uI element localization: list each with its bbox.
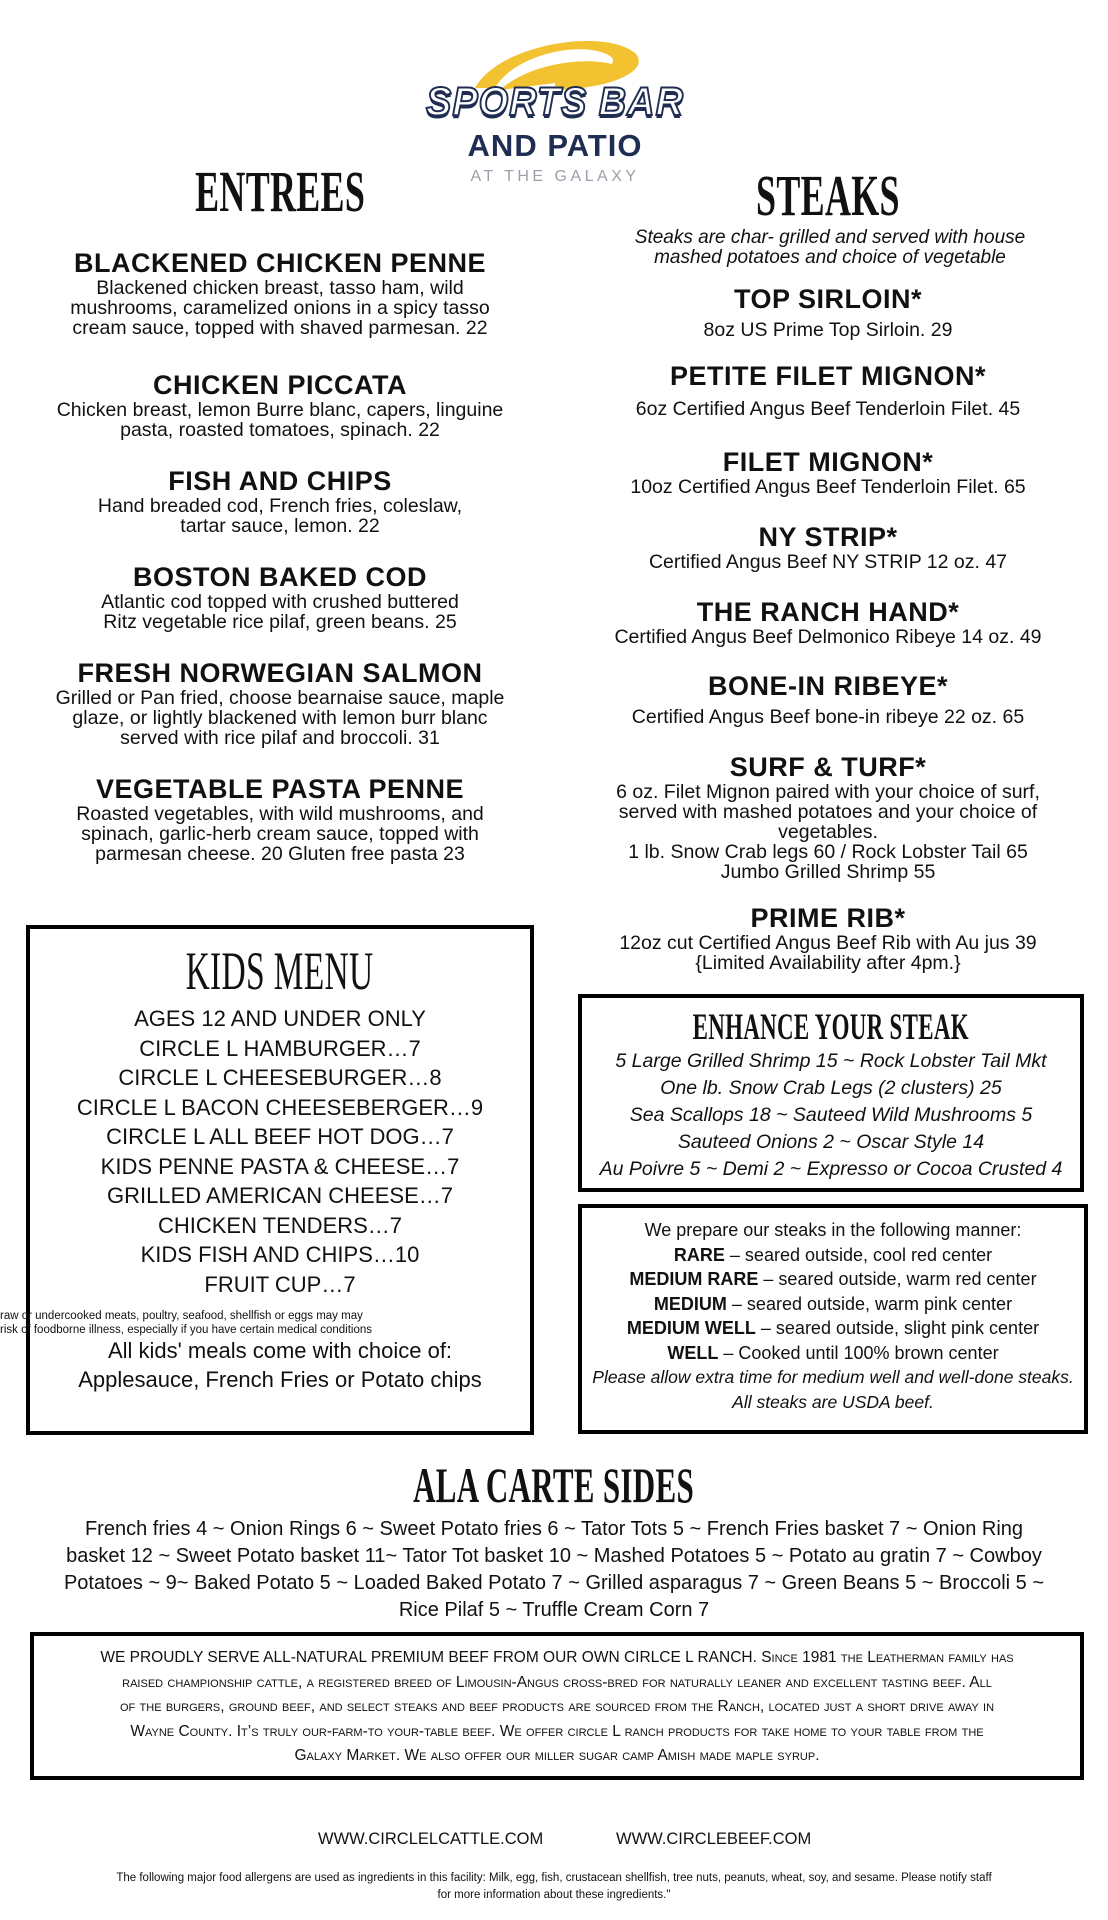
enhance-heading: ENHANCE YOUR STEAK bbox=[692, 1007, 970, 1048]
sides-list bbox=[20, 1516, 1088, 1624]
entree-name: BOSTON BAKED COD bbox=[132, 562, 428, 592]
steak-desc: Certified Angus Beef bone-in ribeye 22 oz. 65 bbox=[631, 706, 1025, 728]
entree-name: FRESH NORWEGIAN SALMON bbox=[77, 658, 483, 688]
steak-item bbox=[578, 447, 1078, 497]
consumer-warning bbox=[0, 1309, 372, 1337]
steak-desc: 10oz Certified Angus Beef Tenderloin Filet. 65 bbox=[630, 476, 1026, 498]
enhance-heading-wrap bbox=[578, 1006, 1084, 1046]
warning-line: raw or undercooked meats, poultry, seafood, shellfish or eggs may may bbox=[0, 1310, 363, 1322]
steak-item bbox=[578, 752, 1078, 882]
entree-name: VEGETABLE PASTA PENNE bbox=[95, 774, 465, 804]
prep-term: MEDIUM bbox=[653, 1293, 727, 1314]
sides-line: basket 12 ~ Sweet Potato basket 11~ Tator Tot basket 10 ~ Mashed Potatoes 5 ~ Potato au gratin 7 ~ Cowboy bbox=[66, 1545, 1042, 1567]
steak-name: THE RANCH HAND* bbox=[696, 597, 960, 627]
enhance-list bbox=[578, 1048, 1084, 1183]
prep-desc: – seared outside, slight pink center bbox=[755, 1318, 1040, 1338]
kids-menu-item: CIRCLE L ALL BEEF HOT DOG…7 bbox=[106, 1124, 454, 1149]
entree-item bbox=[30, 466, 530, 536]
steak-name: SURF & TURF* bbox=[729, 752, 927, 782]
prep-level bbox=[578, 1316, 1088, 1341]
entree-name: BLACKENED CHICKEN PENNE bbox=[73, 248, 487, 278]
beef-note-line: of the burgers, ground beef, and select steaks and beef products are sourced from the Ranch, located just a short drive away in bbox=[119, 1698, 995, 1715]
entree-desc: Blackened chicken breast, tasso ham, wild mushrooms, caramelized onions in a spicy tasso cream sauce, topped with shaved parmesan. 22 bbox=[70, 277, 490, 339]
beef-note bbox=[34, 1646, 1080, 1769]
sides-line: Potatoes ~ 9~ Baked Potato 5 ~ Loaded Baked Potato 7 ~ Grilled asparagus 7 ~ Green Beans 5 ~ Broccoli 5 ~ bbox=[63, 1572, 1045, 1594]
kids-menu-list bbox=[26, 1004, 534, 1299]
kids-menu-item: CIRCLE L CHEESEBURGER…8 bbox=[118, 1065, 442, 1090]
steaks-intro: Steaks are char- grilled and served with house mashed potatoes and choice of vegetable bbox=[634, 227, 1026, 268]
kids-heading: KIDS MENU bbox=[186, 941, 374, 1001]
prep-term: RARE bbox=[673, 1244, 725, 1265]
enhance-line: Au Poivre 5 ~ Demi 2 ~ Expresso or Cocoa Crusted 4 bbox=[599, 1158, 1063, 1180]
steak-desc: 6 oz. Filet Mignon paired with your choice of surf, served with mashed potatoes and your choice of vegetables. bbox=[616, 781, 1040, 843]
steak-desc: 6oz Certified Angus Beef Tenderloin Filet. 45 bbox=[635, 398, 1021, 420]
beef-note-line: raised championship cattle, a registered breed of Limousin-Angus cross-bred for naturally leaner and excellent tasting beef. All bbox=[122, 1673, 992, 1691]
allergen-notice bbox=[20, 1870, 1088, 1904]
entree-item bbox=[30, 774, 530, 864]
steak-desc: Certified Angus Beef NY STRIP 12 oz. 47 bbox=[648, 551, 1008, 573]
entree-desc: Atlantic cod topped with crushed buttered Ritz vegetable rice pilaf, green beans. 25 bbox=[101, 591, 459, 633]
steak-name: PRIME RIB* bbox=[750, 903, 906, 933]
beef-note-line: Galaxy Market. We also offer our miller sugar camp Amish made maple syrup. bbox=[294, 1747, 820, 1764]
entree-desc: Grilled or Pan fried, choose bearnaise sauce, maple glaze, or lightly blackened with lemon burr blanc served with rice pilaf and broccoli. 31 bbox=[55, 687, 505, 749]
entree-desc: Hand breaded cod, French fries, coleslaw, tartar sauce, lemon. 22 bbox=[97, 495, 463, 537]
sides-line: French fries 4 ~ Onion Rings 6 ~ Sweet Potato fries 6 ~ Tator Tots 5 ~ French Fries basket 7 ~ Onion Ring bbox=[84, 1518, 1024, 1540]
enhance-line: 5 Large Grilled Shrimp 15 ~ Rock Lobster Tail Mkt bbox=[615, 1050, 1047, 1072]
entrees-heading: ENTREES bbox=[194, 159, 366, 224]
preparation-list bbox=[578, 1218, 1088, 1414]
allergen-line: The following major food allergens are used as ingredients in this facility: Milk, egg, fish, crustacean shellfish, tree nuts, peanuts, wheat, soy, and sesame. Please notify staff bbox=[116, 1872, 992, 1884]
steak-desc: 8oz US Prime Top Sirloin. 29 bbox=[703, 319, 953, 341]
entree-name: FISH AND CHIPS bbox=[168, 466, 392, 496]
entree-item bbox=[30, 562, 530, 632]
entree-item bbox=[30, 248, 530, 338]
steak-name: NY STRIP* bbox=[758, 522, 898, 552]
entree-name: CHICKEN PICCATA bbox=[153, 370, 407, 400]
sides-heading-wrap bbox=[0, 1456, 1108, 1513]
prep-desc: – seared outside, cool red center bbox=[724, 1244, 993, 1265]
kids-menu-item: FRUIT CUP…7 bbox=[204, 1271, 356, 1297]
prep-intro: We prepare our steaks in the following manner: bbox=[644, 1220, 1022, 1240]
steak-desc: Certified Angus Beef Delmonico Ribeye 14 oz. 49 bbox=[614, 626, 1042, 648]
prep-level bbox=[578, 1243, 1088, 1268]
entree-item bbox=[30, 370, 530, 440]
steak-name: BONE-IN RIBEYE* bbox=[707, 671, 949, 701]
prep-term: WELL bbox=[667, 1342, 719, 1363]
prep-level bbox=[578, 1292, 1088, 1317]
steak-item bbox=[578, 903, 1078, 973]
steak-desc: 12oz cut Certified Angus Beef Rib with Au jus 39 bbox=[619, 932, 1037, 954]
prep-note: All steaks are USDA beef. bbox=[732, 1391, 934, 1412]
sides-line: Rice Pilaf 5 ~ Truffle Cream Corn 7 bbox=[398, 1599, 710, 1621]
kids-choice-line: Applesauce, French Fries or Potato chips bbox=[78, 1367, 482, 1392]
kids-menu-item: CHICKEN TENDERS…7 bbox=[157, 1212, 403, 1238]
prep-term: MEDIUM WELL bbox=[626, 1318, 756, 1338]
kids-choice-line: All kids' meals come with choice of: bbox=[107, 1338, 453, 1363]
prep-desc: – seared outside, warm red center bbox=[758, 1269, 1037, 1289]
kids-menu-item: KIDS PENNE PASTA & CHEESE…7 bbox=[100, 1153, 460, 1179]
entree-item bbox=[30, 658, 530, 748]
kids-heading-wrap bbox=[26, 940, 534, 1000]
steak-desc-extra: {Limited Availability after 4pm.} bbox=[695, 952, 961, 974]
prep-level bbox=[578, 1267, 1088, 1292]
prep-note: Please allow extra time for medium well and well-done steaks. bbox=[592, 1367, 1074, 1387]
beef-website-link[interactable]: WWW.CIRCLEBEEF.COM bbox=[616, 1830, 812, 1848]
cattle-website-link[interactable]: WWW.CIRCLELCATTLE.COM bbox=[318, 1830, 544, 1848]
kids-menu-item: CIRCLE L BACON CHEESEBERGER…9 bbox=[76, 1094, 484, 1120]
sides-heading: ALA CARTE SIDES bbox=[413, 1457, 695, 1513]
steaks-heading-wrap bbox=[578, 162, 1078, 228]
kids-menu-item: GRILLED AMERICAN CHEESE…7 bbox=[107, 1183, 453, 1208]
steak-desc-extra: 1 lb. Snow Crab legs 60 / Rock Lobster Tail 65 bbox=[628, 841, 1028, 863]
steaks-heading: STEAKS bbox=[756, 163, 900, 228]
steak-name: FILET MIGNON* bbox=[722, 447, 934, 477]
allergen-line: for more information about these ingredients." bbox=[437, 1889, 671, 1901]
steak-name: TOP SIRLOIN* bbox=[733, 284, 923, 314]
steak-desc-extra: Jumbo Grilled Shrimp 55 bbox=[720, 861, 936, 883]
steak-item bbox=[578, 597, 1078, 647]
steak-item bbox=[578, 284, 1078, 340]
steak-item bbox=[578, 361, 1078, 419]
steak-name: PETITE FILET MIGNON* bbox=[669, 361, 986, 391]
prep-level bbox=[578, 1341, 1088, 1366]
entree-desc: Roasted vegetables, with wild mushrooms, and spinach, garlic-herb cream sauce, topped with parmesan cheese. 20 Gluten free pasta 23 bbox=[76, 803, 484, 865]
kids-menu-item: CIRCLE L HAMBURGER…7 bbox=[139, 1035, 421, 1061]
enhance-line: Sauteed Onions 2 ~ Oscar Style 14 bbox=[677, 1131, 985, 1153]
logo-line3: AT THE GALAXY bbox=[470, 168, 640, 185]
beef-note-line: Wayne County. It’s truly our-farm-to your-table beef. We offer circle L ranch products for take home to your table from the bbox=[130, 1722, 984, 1740]
kids-menu-item: AGES 12 AND UNDER ONLY bbox=[134, 1006, 426, 1031]
prep-desc: – Cooked until 100% brown center bbox=[718, 1342, 999, 1363]
logo-line2: AND PATIO bbox=[467, 128, 643, 163]
steak-item bbox=[578, 671, 1078, 727]
kids-menu-item: KIDS FISH AND CHIPS…10 bbox=[140, 1242, 420, 1267]
enhance-line: One lb. Snow Crab Legs (2 clusters) 25 bbox=[660, 1077, 1002, 1099]
prep-term: MEDIUM RARE bbox=[629, 1269, 759, 1289]
beef-note-line: WE PROUDLY SERVE ALL-NATURAL PREMIUM BEEF FROM OUR OWN CIRLCE L RANCH. Since 1981 the Leatherman family has bbox=[100, 1649, 1014, 1666]
kids-choice bbox=[26, 1336, 534, 1394]
entree-desc: Chicken breast, lemon Burre blanc, capers, linguine pasta, roasted tomatoes, spinach. 22 bbox=[56, 399, 504, 441]
warning-line: risk of foodborne illness, especially if you have certain medical conditions bbox=[0, 1324, 373, 1336]
prep-desc: – seared outside, warm pink center bbox=[726, 1293, 1013, 1314]
logo-line1: SPORTS BAR bbox=[426, 80, 684, 124]
steak-item bbox=[578, 522, 1078, 572]
enhance-line: Sea Scallops 18 ~ Sauteed Wild Mushrooms 5 bbox=[629, 1104, 1033, 1126]
entrees-heading-wrap bbox=[30, 158, 530, 224]
